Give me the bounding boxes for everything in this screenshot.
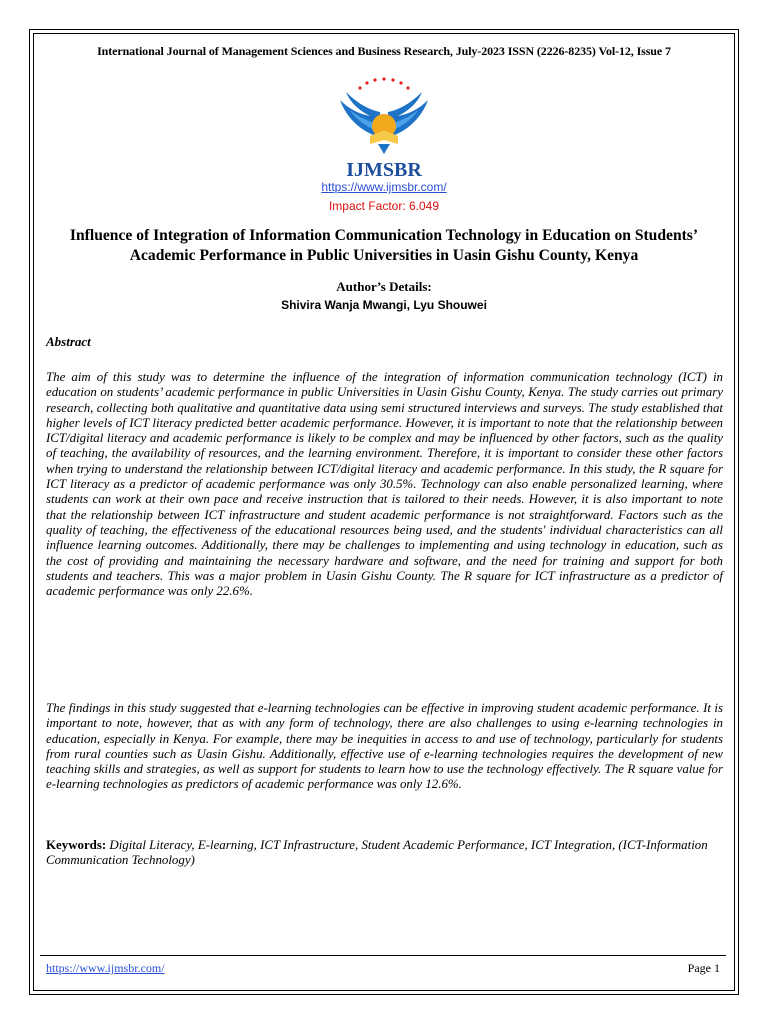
keywords-list: Digital Literacy, E-learning, ICT Infrastructure, Student Academic Performance, ICT Integration, (ICT-Information Communication Technology) bbox=[46, 838, 708, 868]
journal-header: International Journal of Management Sciences and Business Research, July-2023 ISSN (2226-8235) Vol-12, Issue 7 bbox=[97, 44, 671, 58]
abstract-heading: Abstract bbox=[46, 334, 91, 349]
phoenix-wings-logo-icon bbox=[320, 72, 448, 180]
abstract-paragraph-2: The findings in this study suggested that e-learning technologies can be effective in improving student academic performance. It is important to note, however, that as with any form of technology, there are also challenges to using e-learning technologies in education, especially in Kenya. For example, there may be inequities in access to and use of technology, particularly for students from rural counties such as Uasin Gishu. Additionally, effective use of e-learning technologies requires the development of new teaching skills and strategies, as well as support for students to learn how to use the technology effectively. The R square value for e-learning technologies as predictors of academic performance was only 12.6%. bbox=[46, 701, 723, 792]
footer-link[interactable]: https://www.ijmsbr.com/ bbox=[46, 961, 165, 975]
authors-heading: Author’s Details: bbox=[336, 279, 432, 294]
impact-factor: Impact Factor: 6.049 bbox=[328, 199, 440, 213]
page-number: Page 1 bbox=[687, 961, 720, 975]
authors-names: Shivira Wanja Mwangi, Lyu Shouwei bbox=[281, 298, 487, 312]
article-title: Influence of Integration of Information Communication Technology in Education on Students’ Academic Performance in Public Universities in Uasin Gishu County, Kenya bbox=[69, 227, 699, 264]
logo-text: IJMSBR bbox=[346, 159, 422, 180]
journal-link[interactable]: https://www.ijmsbr.com/ bbox=[321, 180, 447, 194]
abstract-paragraph-1: The aim of this study was to determine the influence of the integration of information communication technology (ICT) in education on students’ academic performance in public Universities in Uasin Gishu County, Kenya. The study carries out primary research, collecting both qualitative and quantitative data using semi structured interviews and surveys. The study established that higher levels of ICT literacy predicted better academic performance. However, it is important to note that the relationship between ICT/digital literacy and academic performance is likely to be complex and may be influenced by other factors, such as the quality of teaching, the availability of resources, and the learning environment. Therefore, it is important to consider these other factors when trying to understand the relationship between ICT/digital literacy and academic performance. In this study, the R square for ICT literacy as a predictor of academic performance was only 30.5%. Technology can also enable personalized learning, where students can work at their own pace and receive instruction that is tailored to their needs. However, it is also important to note that the relationship between ICT infrastructure and student academic performance is not straightforward. Factors such as the quality of teaching, the effectiveness of the educational resources being used, and the students' individual characteristics can all influence learning outcomes. Additionally, there may be challenges to implementing and using technology in education, such as the cost of providing and maintaining the necessary hardware and software, and the need for training and support for both students and teachers. This was a major problem in Uasin Gishu County. The R square for ICT infrastructure as a predictor of academic performance was only 22.6%. bbox=[46, 370, 723, 599]
journal-logo bbox=[320, 72, 448, 180]
keywords-label: Keywords: bbox=[46, 838, 107, 852]
keywords bbox=[46, 838, 723, 869]
footer-divider bbox=[40, 955, 726, 956]
